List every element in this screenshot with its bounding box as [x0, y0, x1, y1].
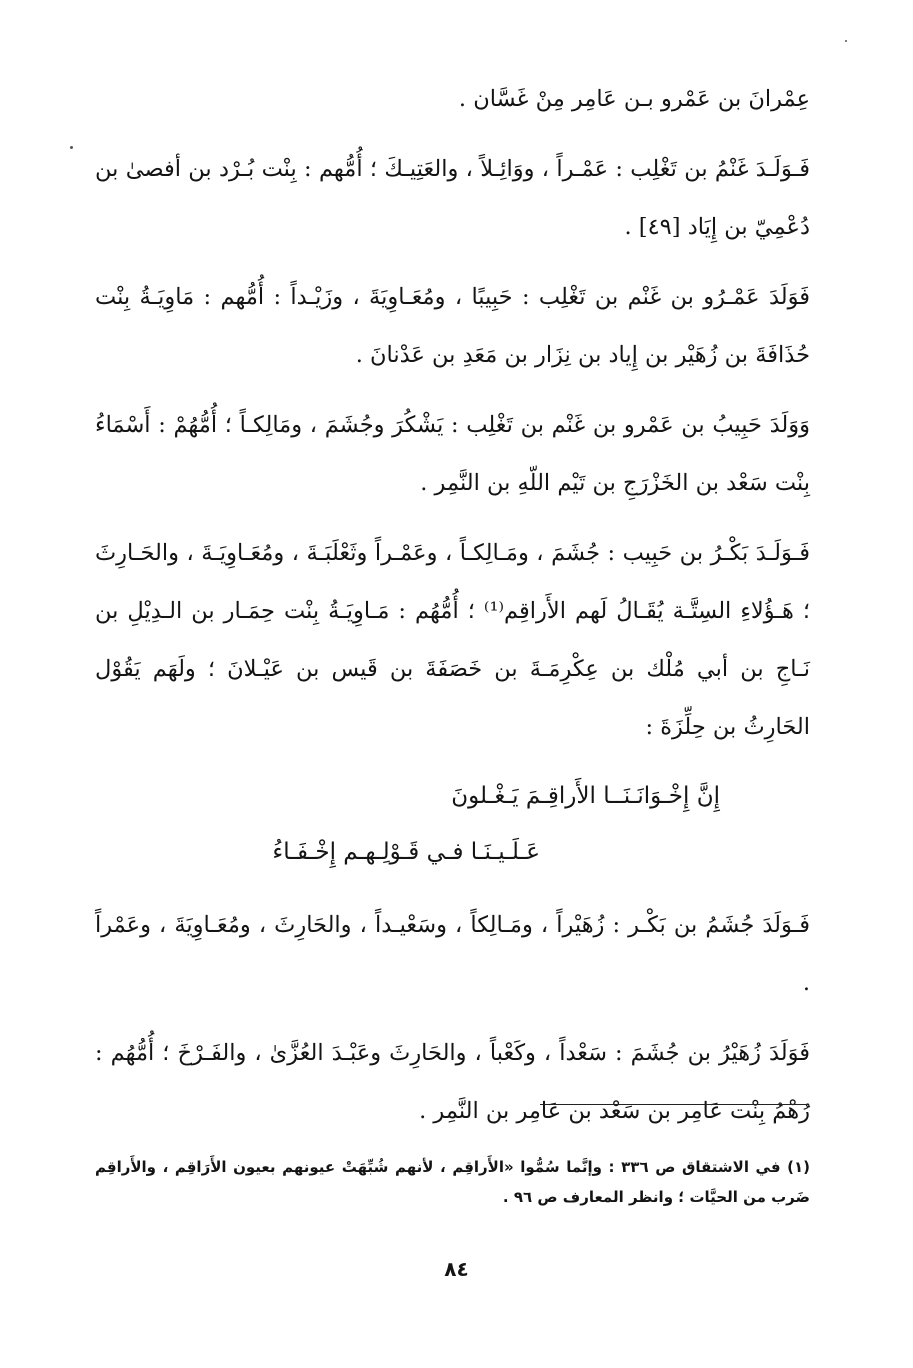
page-number: ٨٤: [444, 1257, 469, 1281]
poem-second-hemistich: عَـلَـيـنَـا فـي قَـوْلِـهـم إِخْـفَـاءُ: [272, 839, 540, 865]
footnote-divider: [540, 1104, 808, 1105]
paragraph-1: عِمْرانَ بن عَمْرو بـن عَامِر مِنْ غَسَّان .: [458, 86, 810, 112]
footnote: (١) في الاشتقاق ص ٣٣٦ : وإنَّما سُمُّوا «الأَراقِم ، لأنهم شُبِّهَتْ عيونهم بعيون الأَرَاقِم ، والأَراقِم ضَرب من الحيَّات ؛ وانظر المعارف ص ٩٦ .: [95, 1158, 810, 1206]
main-text: [95, 70, 810, 1152]
paragraph-3: فَوَلَدَ عَمْـرُو بن غَنْم بن تَغْلِب : حَبِيبًا ، ومُعَـاوِيَةَ ، وزَيْـداً : أُمُّهم : مَاوِيَـةُ بِنْت حُذَافَةَ بن زُهَيْر بن إِياد بن نِزَار بن مَعَدِ بن عَدْنانَ .: [95, 284, 810, 368]
paragraph-7: فَوَلَدَ زُهَيْرُ بن جُشَمَ : سَعْداً ، وكَعْباً ، والحَارِثَ وعَبْـدَ العُزَّىٰ ، والفَـرْخَ ؛ أُمُّهُم : رُهْمُ بِنْت عَامِر بن سَعْد بن عَامِر بن النَّمِر .: [95, 1040, 810, 1124]
paragraph-2: فَـوَلَـدَ غَنْمُ بن تَغْلِب : عَمْـراً ، ووَائِـلاً ، والعَتِيـكَ ؛ أُمُّهم : بِنْت بُـرْد بن أفصىٰ بن دُعْمِيّ بن إِيَاد [٤٩] .: [95, 156, 810, 240]
paragraph-5: فَـوَلَـدَ بَكْـرُ بن حَبِيب : جُشَمَ ، ومَـالِكـاً ، وعَمْـراً وثَعْلَبَـةَ ، ومُعَـاوِيَـةَ ، والحَـارِثَ ؛ هَـؤُلاءِ السِتَّـة يُقَـالُ لَهم الأَراقِم⁽¹⁾ ؛ أُمُّهُم : مَـاوِيَـةُ بِنْت حِمَـار بن الـدِيْلِ بن نَـاجِ بن أبي مُلْك بن عِكْرِمَـةَ بن خَصَفَةَ بن قَيس بن عَيْـلانَ ؛ ولَهَم يَقُوْل الحَارِثُ بن حِلِّزَةَ :: [95, 540, 811, 740]
poem-verse: [95, 768, 810, 888]
scan-speck: [845, 40, 847, 42]
paragraph-4: وَوَلَدَ حَبِيبُ بن عَمْرو بن غَنْم بن تَغْلِب : يَشْكُرَ وجُشَمَ ، ومَالِكـاً ؛ أُمُّهُمْ : أَسْمَاءُ بِنْت سَعْد بن الخَزْرَجِ بن تَيْم اللّهِ بن النَّمِر .: [95, 412, 810, 496]
poem-first-hemistich: إِنَّ إِخْـوَانَـنَــا الأَراقِـمَ يَـغْـلونَ: [451, 783, 720, 809]
paragraph-6: فَـوَلَدَ جُشَمُ بن بَكْـر : زُهَيْراً ، ومَـالِكاً ، وسَعْيـداً ، والحَارِثَ ، ومُعَـاوِيَةَ ، وعَمْراً .: [95, 912, 810, 996]
scan-speck: [70, 146, 73, 149]
